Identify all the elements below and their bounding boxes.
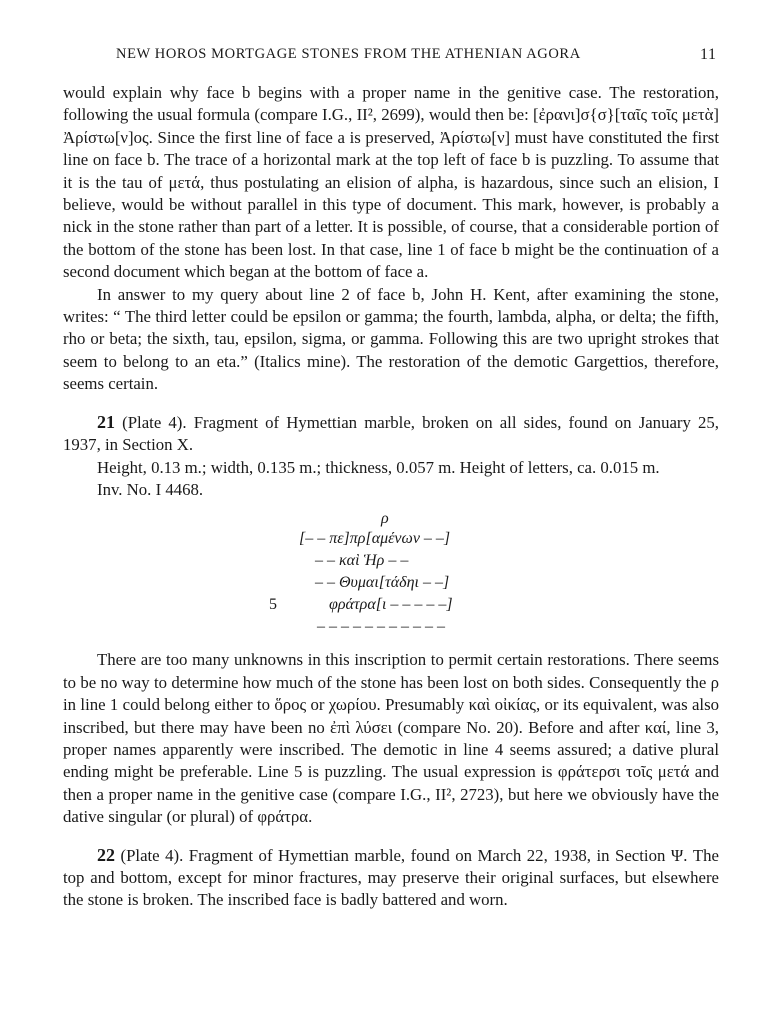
- kent-paragraph: In answer to my query about line 2 of face b, John H. Kent, after examining the stone, writes: “ The third letter could be epsilon or gamma; the fourth, lambda, alpha, or delta; the fifth, rho or beta; the sixth, tau, epsilon, sigma, or gamma. Following this are two upright strokes that seem to belong to an eta.” (Italics mine). The restoration of the demotic Gargettios, therefore, seems certain.: [63, 284, 719, 394]
- section-21-inventory: Inv. No. I 4468.: [97, 479, 204, 499]
- running-title: NEW HOROS MORTGAGE STONES FROM THE ATHENIAN AGORA: [116, 46, 581, 62]
- section-22-intro: [63, 844, 719, 912]
- section-21-number: 21: [97, 411, 115, 432]
- running-header: [0, 46, 777, 70]
- section-22-intro-text: (Plate 4). Fragment of Hymettian marble, found on March 22, 1938, in Section Ψ. The top and bottom, except for minor fractures, may preserve their original surfaces, but elsewhere the stone is broken. The inscribed face is badly battered and worn.: [63, 845, 719, 910]
- inscription-line-number: 5: [269, 596, 277, 614]
- page-number: 11: [700, 46, 717, 63]
- section-22-number: 22: [97, 844, 115, 865]
- section-21-commentary: There are too many unknowns in this inscription to permit certain restorations. There seems to be no way to determine how much of the stone has been lost on both sides. Consequently the ρ in line 1 could belong either to ὅρος or χωρίου. Presumably καὶ οἰκίας, or its equivalent, was also inscribed, but there may have been no ἐπὶ λύσει (compare No. 20). Before and after καί, line 3, proper names apparently were inscribed. The demotic in line 4 seems assured; a dative plural ending might be preferable. Line 5 is puzzling. The usual expression is φράτερσι τοῖς μετά and then a proper name in the genitive case (compare I.G., II², 2723), but here we obviously have the dative singular (or plural) of φράτρα.: [63, 650, 719, 827]
- inscription-line: – – καὶ Ἡρ – –: [315, 552, 409, 570]
- inscription-line: φράτρα[ι – – – – –]: [329, 596, 453, 614]
- section-21-intro: [63, 411, 719, 457]
- inscription-line: – – – – – – – – – – –: [317, 618, 445, 636]
- intro-paragraph: would explain why face b begins with a proper name in the genitive case. The restoration, following the usual formula (compare I.G., II², 2699), would then be: [ἐρανι]σ{σ}[ταῖς τοῖς μετὰ] Ἀρίστω[ν]ος. Since the first line of face a is preserved, Ἀρίστω[ν] must have constituted the first line on face b. The trace of a horizontal mark at the top left of face b is puzzling. To assume that it is the tau of μετά, thus postulating an elision of alpha, is hazardous, since such an elision, I believe, would be without parallel in this type of document. This mark, however, is probably a nick in the stone rather than part of a letter. It is possible, of course, that a considerable portion of the bottom of the stone has been lost. In that case, line 1 of face b might be the continuation of a second document which began at the bottom of face a.: [63, 83, 719, 282]
- inscription-line: – – Θυμαι[τάδηι – –]: [315, 574, 450, 592]
- inscription-line: ρ: [381, 510, 389, 528]
- section-21-intro-text: (Plate 4). Fragment of Hymettian marble, broken on all sides, found on January 25, 1937, in Section X.: [63, 412, 719, 455]
- inscription-21: [63, 509, 719, 639]
- section-21-dimensions: Height, 0.13 m.; width, 0.135 m.; thickness, 0.057 m. Height of letters, ca. 0.015 m.: [97, 457, 660, 477]
- inscription-line: [– – πε]πρ[αμένων – –]: [299, 530, 451, 548]
- page-body: [63, 82, 719, 912]
